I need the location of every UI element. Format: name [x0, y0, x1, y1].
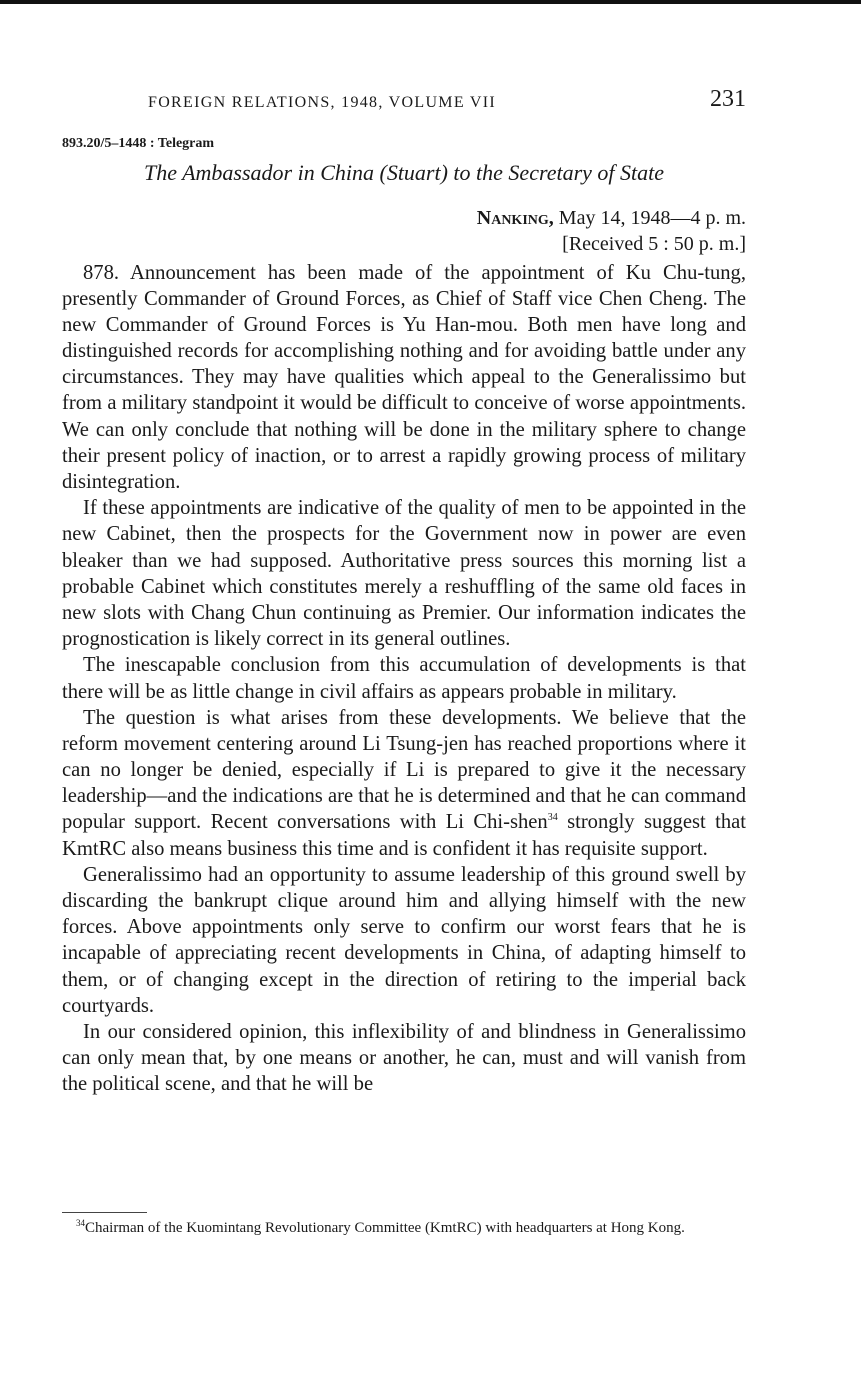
paragraph-4-text-a: The question is what arises from these developments. We believe that the reform movement centering around Li Tsung-jen has reached proportions where it can no longer be denied, especially if Li is prepared to give it the necessary leadership—and the indications are that he is determined and that he can command popular support. Recent conversations with Li Chi-shen — [62, 707, 746, 834]
dateline-sent — [477, 205, 746, 231]
document-file-number: 893.20/5–1448 : Telegram — [62, 136, 215, 151]
top-border-rule — [0, 0, 861, 4]
footnote-text: Chairman of the Kuomintang Revolutionary Committee (KmtRC) with headquarters at Hong Kong. — [85, 1220, 685, 1236]
paragraph-2: If these appointments are indicative of the quality of men to be appointed in the new Cabinet, then the prospects for the Government now in power are even bleaker than we had supposed. Authoritative press sources this morning list a probable Cabinet which constitutes merely a reshuffling of the same old faces in new slots with Chang Chun continuing as Premier. Our information indicates the prognostication is likely correct in its general outlines. — [62, 497, 746, 650]
page-number: 231 — [710, 86, 746, 112]
paragraph-6: In our considered opinion, this inflexibility of and blindness in Generalissimo can only mean that, by one means or another, he can, must and will vanish from the political scene, and that he will be — [62, 1021, 746, 1096]
paragraph-4 — [62, 705, 746, 862]
running-head: FOREIGN RELATIONS, 1948, VOLUME VII — [148, 94, 497, 111]
document-title: The Ambassador in China (Stuart) to the Secretary of State — [143, 160, 665, 185]
dateline-received: [Received 5 : 50 p. m.] — [562, 233, 746, 255]
paragraph-3: The inescapable conclusion from this accumulation of developments is that there will be as little change in civil affairs as appears probable in military. — [62, 654, 746, 703]
footnote-34 — [62, 1219, 746, 1237]
footnote-mark: 34 — [76, 1218, 85, 1228]
footnote-reference-34: 34 — [547, 812, 558, 824]
dateline-place: Nanking, — [476, 207, 554, 229]
paragraph-5: Generalissimo had an opportunity to assume leadership of this ground swell by discarding the bankrupt clique around him and allying himself with the new forces. Above appointments only serve to confirm our worst fears that he is incapable of appreciating recent developments in China, of adapting himself to them, or of changing except in the direction of retiring to the imperial back courtyards. — [62, 864, 746, 1017]
page-header — [62, 86, 746, 120]
paragraph-1: 878. Announcement has been made of the appointment of Ku Chu-tung, presently Commander of Ground Forces, as Chief of Staff vice Chen Cheng. The new Commander of Ground Forces is Yu Han-mou. Both men have long and distinguished records for accomplishing nothing and for avoiding battle under any circumstances. They may have qualities which appeal to the Generalissimo but from a military standpoint it would be difficult to conceive of worse appointments. We can only conclude that nothing will be done in the military sphere to change their present policy of inaction, or to arrest a rapidly growing process of military disintegration. — [62, 262, 746, 493]
footnote-divider — [62, 1212, 147, 1213]
dateline-date: May 14, 1948—4 p. m. — [553, 207, 746, 229]
dateline — [477, 205, 746, 257]
paragraph-4-text-b: strongly suggest that KmtRC also means business this time and is confident it has requisite support. — [62, 811, 746, 860]
telegram-body — [62, 260, 746, 1098]
